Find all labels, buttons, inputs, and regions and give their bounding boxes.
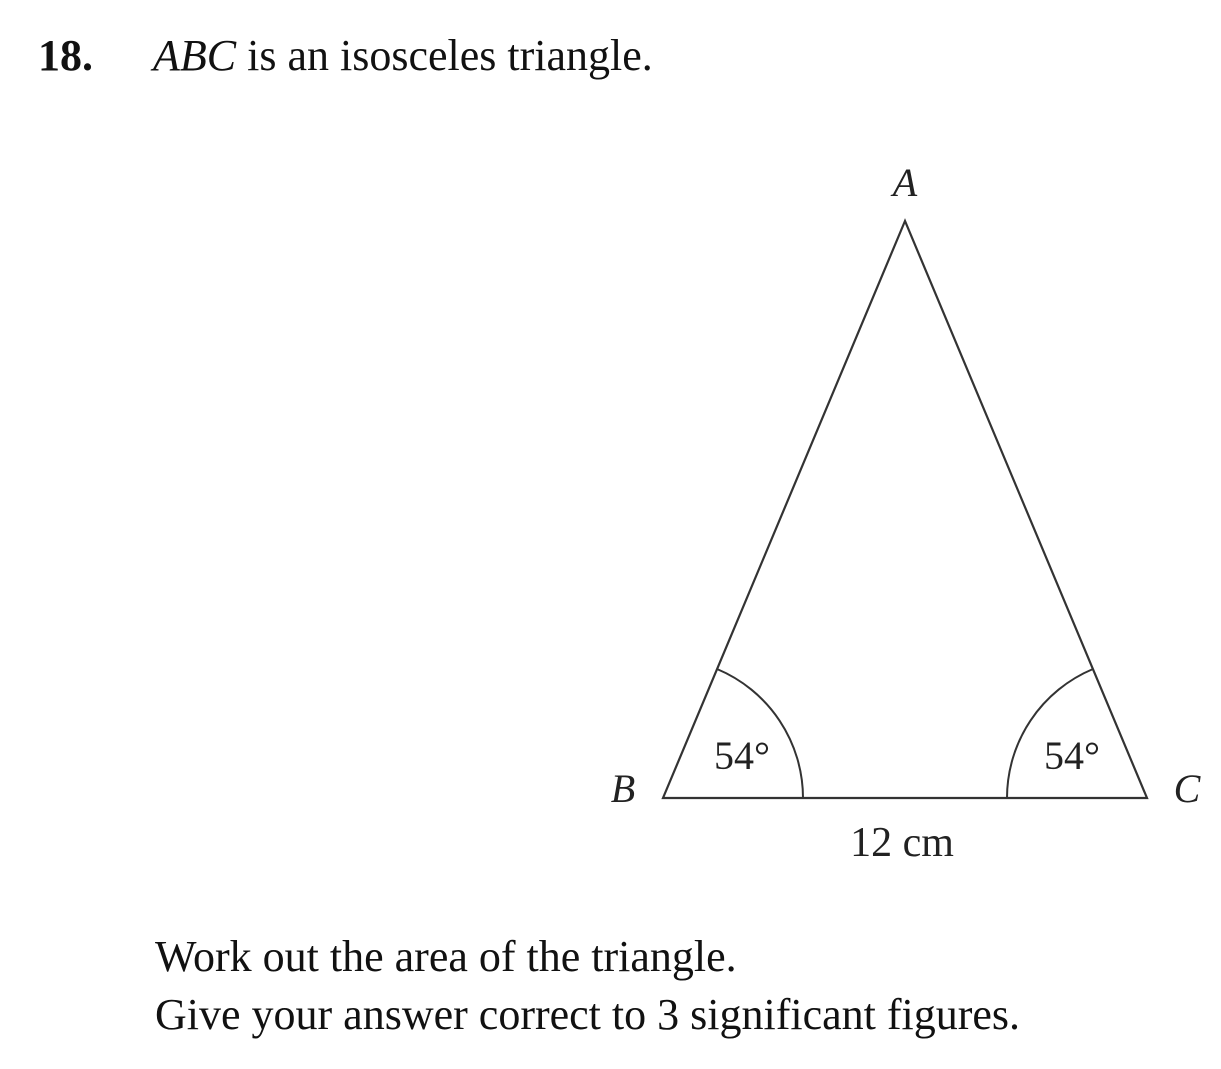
instruction-line-2: Give your answer correct to 3 significant figures. bbox=[155, 990, 1021, 1039]
stem-text: is an isosceles triangle. bbox=[236, 31, 653, 80]
vertex-label-b: B bbox=[610, 766, 636, 811]
instruction-line-1: Work out the area of the triangle. bbox=[155, 932, 737, 981]
angle-label-b: 54° bbox=[714, 733, 770, 778]
vertex-label-a: A bbox=[892, 160, 918, 205]
question-number: 18. bbox=[38, 31, 93, 80]
stem-triangle-name: ABC bbox=[153, 31, 237, 80]
triangle-abc bbox=[663, 221, 1147, 798]
angle-label-c: 54° bbox=[1044, 733, 1100, 778]
vertex-label-c: C bbox=[1173, 766, 1201, 811]
base-length-label: 12 cm bbox=[850, 820, 954, 866]
instructions bbox=[155, 928, 1020, 1044]
